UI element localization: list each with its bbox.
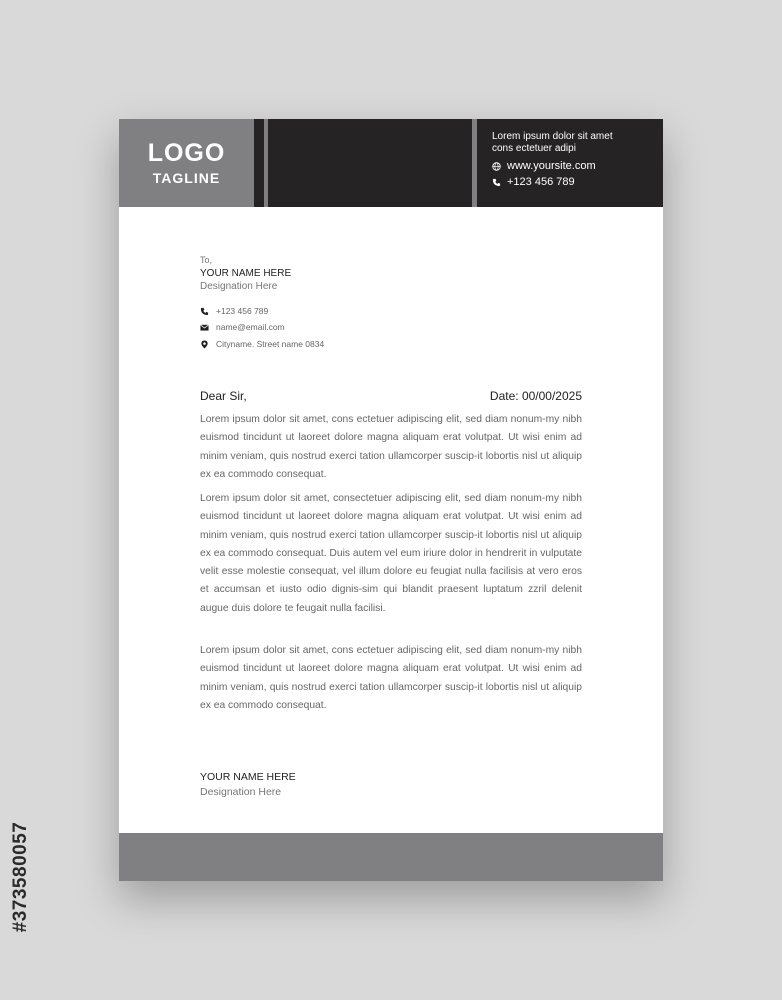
header-contact: [492, 131, 613, 188]
signature-name: YOUR NAME HERE: [200, 771, 296, 783]
recipient-phone-row: [200, 306, 268, 316]
body-paragraph: Lorem ipsum dolor sit amet, consectetuer adipiscing elit, sed diam nonum-my nibh euismod tincidunt ut laoreet dolore magna aliquam erat volutpat. Ut wisi enim ad minim veniam, quis nostrud exerci tation ullamcorper suscip-it lobortis nisl ut aliquip ex ea commodo consequat. Duis autem vel eum iriure dolor in hendrerit in vulputate velit esse molestie consequat, vel illum dolore eu feugiat nulla facilisis at vero eros et accumsan et iusto odio dignis-sim qui blandit praesent luptatum zzril delenit augue duis dolore te feugait nulla facilisi.: [200, 493, 582, 614]
globe-icon: [492, 162, 501, 171]
letterhead-page: [119, 119, 663, 881]
body-paragraph: Lorem ipsum dolor sit amet, cons ectetuer adipiscing elit, sed diam nonum-my nibh euismod tincidunt ut laoreet dolore magna aliquam erat volutpat. Ut wisi enim ad minim veniam, quis nostrud exerci tation ullamcorper suscip-it lobortis nisl ut aliquip ex ea commodo consequat.: [200, 645, 582, 711]
header-website-row: [492, 160, 596, 172]
header-website[interactable]: www.yoursite.com: [507, 160, 596, 172]
recipient-address-row: [200, 339, 324, 349]
logo-block: [119, 119, 254, 207]
recipient-phone: +123 456 789: [216, 306, 269, 316]
footer-bar: [119, 833, 663, 881]
header-phone-row: [492, 176, 575, 188]
signature-designation: Designation Here: [200, 786, 282, 798]
logo-text: LOGO: [147, 139, 226, 167]
recipient-address: Cityname. Street name 0834: [216, 339, 325, 349]
letter-date: Date: 00/00/2025: [489, 389, 582, 403]
header-dark-block: [268, 119, 472, 207]
phone-icon: [492, 178, 501, 187]
stock-id: [10, 767, 32, 987]
header-dark-strip: [254, 119, 264, 207]
company-line-1: Lorem ipsum dolor sit amet: [492, 131, 613, 142]
recipient-name: YOUR NAME HERE: [200, 268, 292, 279]
company-line-2: cons ectetuer adipi: [492, 143, 576, 154]
phone-icon: [200, 307, 209, 316]
stock-id-text: #373580057: [10, 821, 31, 933]
header-phone: +123 456 789: [507, 176, 575, 188]
salutation: Dear Sir,: [200, 389, 247, 403]
email-icon: [200, 323, 209, 332]
to-label: To,: [200, 255, 213, 265]
recipient-designation: Designation Here: [200, 281, 278, 292]
location-pin-icon: [200, 340, 209, 349]
tagline: TAGLINE: [152, 170, 221, 186]
recipient-email-row: [200, 322, 285, 332]
recipient-block: [200, 255, 292, 292]
body-paragraph: Lorem ipsum dolor sit amet, cons ectetuer adipiscing elit, sed diam nonum-my nibh euismod tincidunt ut laoreet dolore magna aliquam erat volutpat. Ut wisi enim ad minim veniam, quis nostrud exerci tation ullamcorper suscip-it lobortis nisl ut aliquip ex ea commodo consequat.: [200, 414, 582, 480]
recipient-email[interactable]: name@email.com: [216, 322, 285, 332]
